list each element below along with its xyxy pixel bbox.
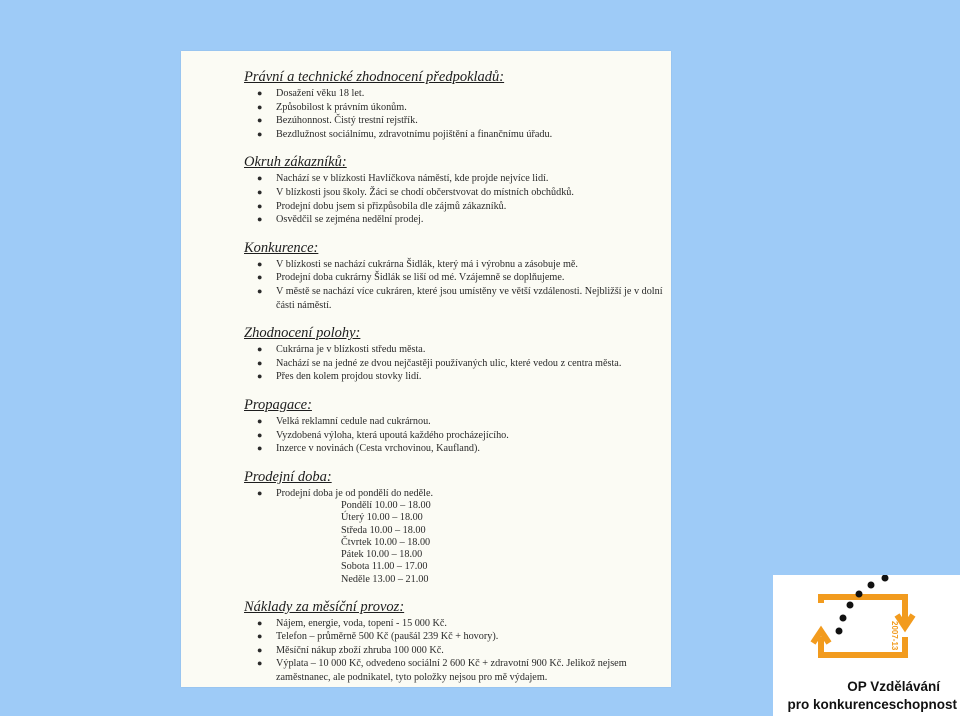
logo-subtitle: pro konkurenceschopnost bbox=[787, 697, 957, 712]
section-location bbox=[243, 325, 663, 384]
bullet-icon: ● bbox=[257, 344, 263, 355]
section-legal bbox=[243, 69, 663, 141]
section-heading: Právní a technické zhodnocení předpokladů: bbox=[244, 69, 505, 85]
bullet-icon: ● bbox=[257, 173, 263, 184]
list-item: ● Vyzdobená výloha, která upoutá každého procházejícího. bbox=[257, 429, 509, 441]
hours-row: Neděle 13.00 – 21.00 bbox=[341, 573, 429, 585]
op-education-logo-icon bbox=[773, 575, 960, 716]
section-heading: Náklady za měsíční provoz: bbox=[244, 598, 405, 615]
section-heading: Propagace: bbox=[244, 396, 312, 413]
section-heading: Okruh zákazníků: bbox=[244, 154, 347, 171]
list-item: ● V městě se nachází více cukráren, které jsou umístěny ve větší vzdálenosti. Nejbližší je v dolní části náměstí. bbox=[257, 285, 663, 311]
bullet-icon: ● bbox=[257, 443, 263, 454]
document-content bbox=[243, 69, 663, 698]
list-item: ● Nachází se na jedné ze dvou nejčastěji používaných ulic, které vedou z centra města. bbox=[257, 357, 622, 369]
section-promotion bbox=[243, 397, 663, 456]
bullet-icon: ● bbox=[257, 631, 263, 642]
bullet-icon: ● bbox=[257, 487, 263, 498]
logo-year: 2007-13 bbox=[890, 621, 899, 651]
section-heading: Konkurence: bbox=[244, 239, 319, 256]
bullet-icon: ● bbox=[257, 88, 263, 98]
list-item: ● Prodejní dobu jsem si přizpůsobila dle zájmů zákazníků. bbox=[257, 200, 507, 212]
list-item: ● Bezúhonnost. Čistý trestní rejstřík. bbox=[257, 115, 418, 127]
bullet-icon: ● bbox=[257, 115, 263, 126]
bullet-icon: ● bbox=[257, 357, 263, 368]
bullet-icon: ● bbox=[257, 258, 263, 269]
list-item: ● Způsobilost k právním úkonům. bbox=[257, 101, 407, 113]
bullet-icon: ● bbox=[257, 214, 263, 225]
section-heading: Prodejní doba: bbox=[244, 468, 332, 485]
bullet-icon: ● bbox=[257, 200, 263, 211]
list-item: ● Bezdlužnost sociálnímu, zdravotnímu pojištění a finančnímu úřadu. bbox=[257, 128, 553, 140]
section-heading: Zhodnocení polohy: bbox=[244, 325, 361, 342]
list-item: ● Výplata – 10 000 Kč, odvedeno sociální 2 600 Kč + zdravotní 900 Kč. Jelikož nejsem zaměstnanec, ale podnikatel, tyto položky nejsou pro mě výdajem. bbox=[257, 658, 627, 684]
section-customers bbox=[243, 154, 663, 226]
hours-row: Sobota 11.00 – 17.00 bbox=[341, 561, 428, 573]
bullet-icon: ● bbox=[257, 285, 263, 296]
hours-row: Středa 10.00 – 18.00 bbox=[341, 524, 426, 536]
list-item: ● Nachází se v blízkosti Havlíčkova náměstí, kde projde nejvíce lidí. bbox=[257, 173, 549, 185]
bullet-icon: ● bbox=[257, 658, 263, 669]
list-item: ● Cukrárna je v blízkosti středu města. bbox=[257, 344, 426, 356]
section-monthly-costs bbox=[243, 599, 663, 685]
list-item: ● Měsíční nákup zboží zhruba 100 000 Kč. bbox=[257, 644, 444, 656]
bullet-icon: ● bbox=[257, 101, 263, 112]
document-page bbox=[181, 51, 671, 687]
list-item: ● Prodejní doba je od pondělí do neděle. bbox=[257, 487, 434, 499]
bullet-icon: ● bbox=[257, 617, 263, 628]
list-item: ● V blízkosti jsou školy. Žáci se chodí občerstvovat do místních obchůdků. bbox=[257, 186, 574, 198]
bullet-icon: ● bbox=[257, 429, 263, 440]
list-item: ● Nájem, energie, voda, topení - 15 000 Kč. bbox=[257, 617, 447, 629]
list-item: ● V blízkosti se nachází cukrárna Šidlák, který má i výrobnu a zásobuje mě. bbox=[257, 258, 578, 270]
bullet-icon: ● bbox=[257, 186, 263, 197]
list-item: ● Přes den kolem projdou stovky lidí. bbox=[257, 371, 422, 383]
opening-hours-list bbox=[243, 500, 663, 585]
logo-title: OP Vzdělávání bbox=[847, 679, 940, 694]
op-logo bbox=[773, 575, 960, 716]
list-item: ● Inzerce v novinách (Cesta vrchovinou, Kaufland). bbox=[257, 443, 480, 455]
list-item: ● Velká reklamní cedule nad cukrárnou. bbox=[257, 415, 431, 427]
list-item: ● Osvědčil se zejména nedělní prodej. bbox=[257, 214, 424, 226]
hours-row: Čtvrtek 10.00 – 18.00 bbox=[341, 536, 431, 548]
section-competition bbox=[243, 240, 663, 312]
bullet-icon: ● bbox=[257, 128, 263, 139]
hours-row: Pátek 10.00 – 18.00 bbox=[341, 549, 423, 561]
hours-row: Pondělí 10.00 – 18.00 bbox=[341, 500, 431, 512]
bullet-icon: ● bbox=[257, 644, 263, 655]
section-opening-hours bbox=[243, 469, 663, 586]
bullet-icon: ● bbox=[257, 371, 263, 382]
bullet-icon: ● bbox=[257, 272, 263, 283]
list-item: ● Dosažení věku 18 let. bbox=[257, 88, 365, 99]
hours-row: Úterý 10.00 – 18.00 bbox=[341, 512, 423, 524]
list-item: ● Telefon – průměrně 500 Kč (paušál 239 Kč + hovory). bbox=[257, 631, 499, 643]
bullet-icon: ● bbox=[257, 415, 263, 426]
list-item: ● Prodejní doba cukrárny Šidlák se liší od mé. Vzájemně se doplňujeme. bbox=[257, 272, 565, 284]
